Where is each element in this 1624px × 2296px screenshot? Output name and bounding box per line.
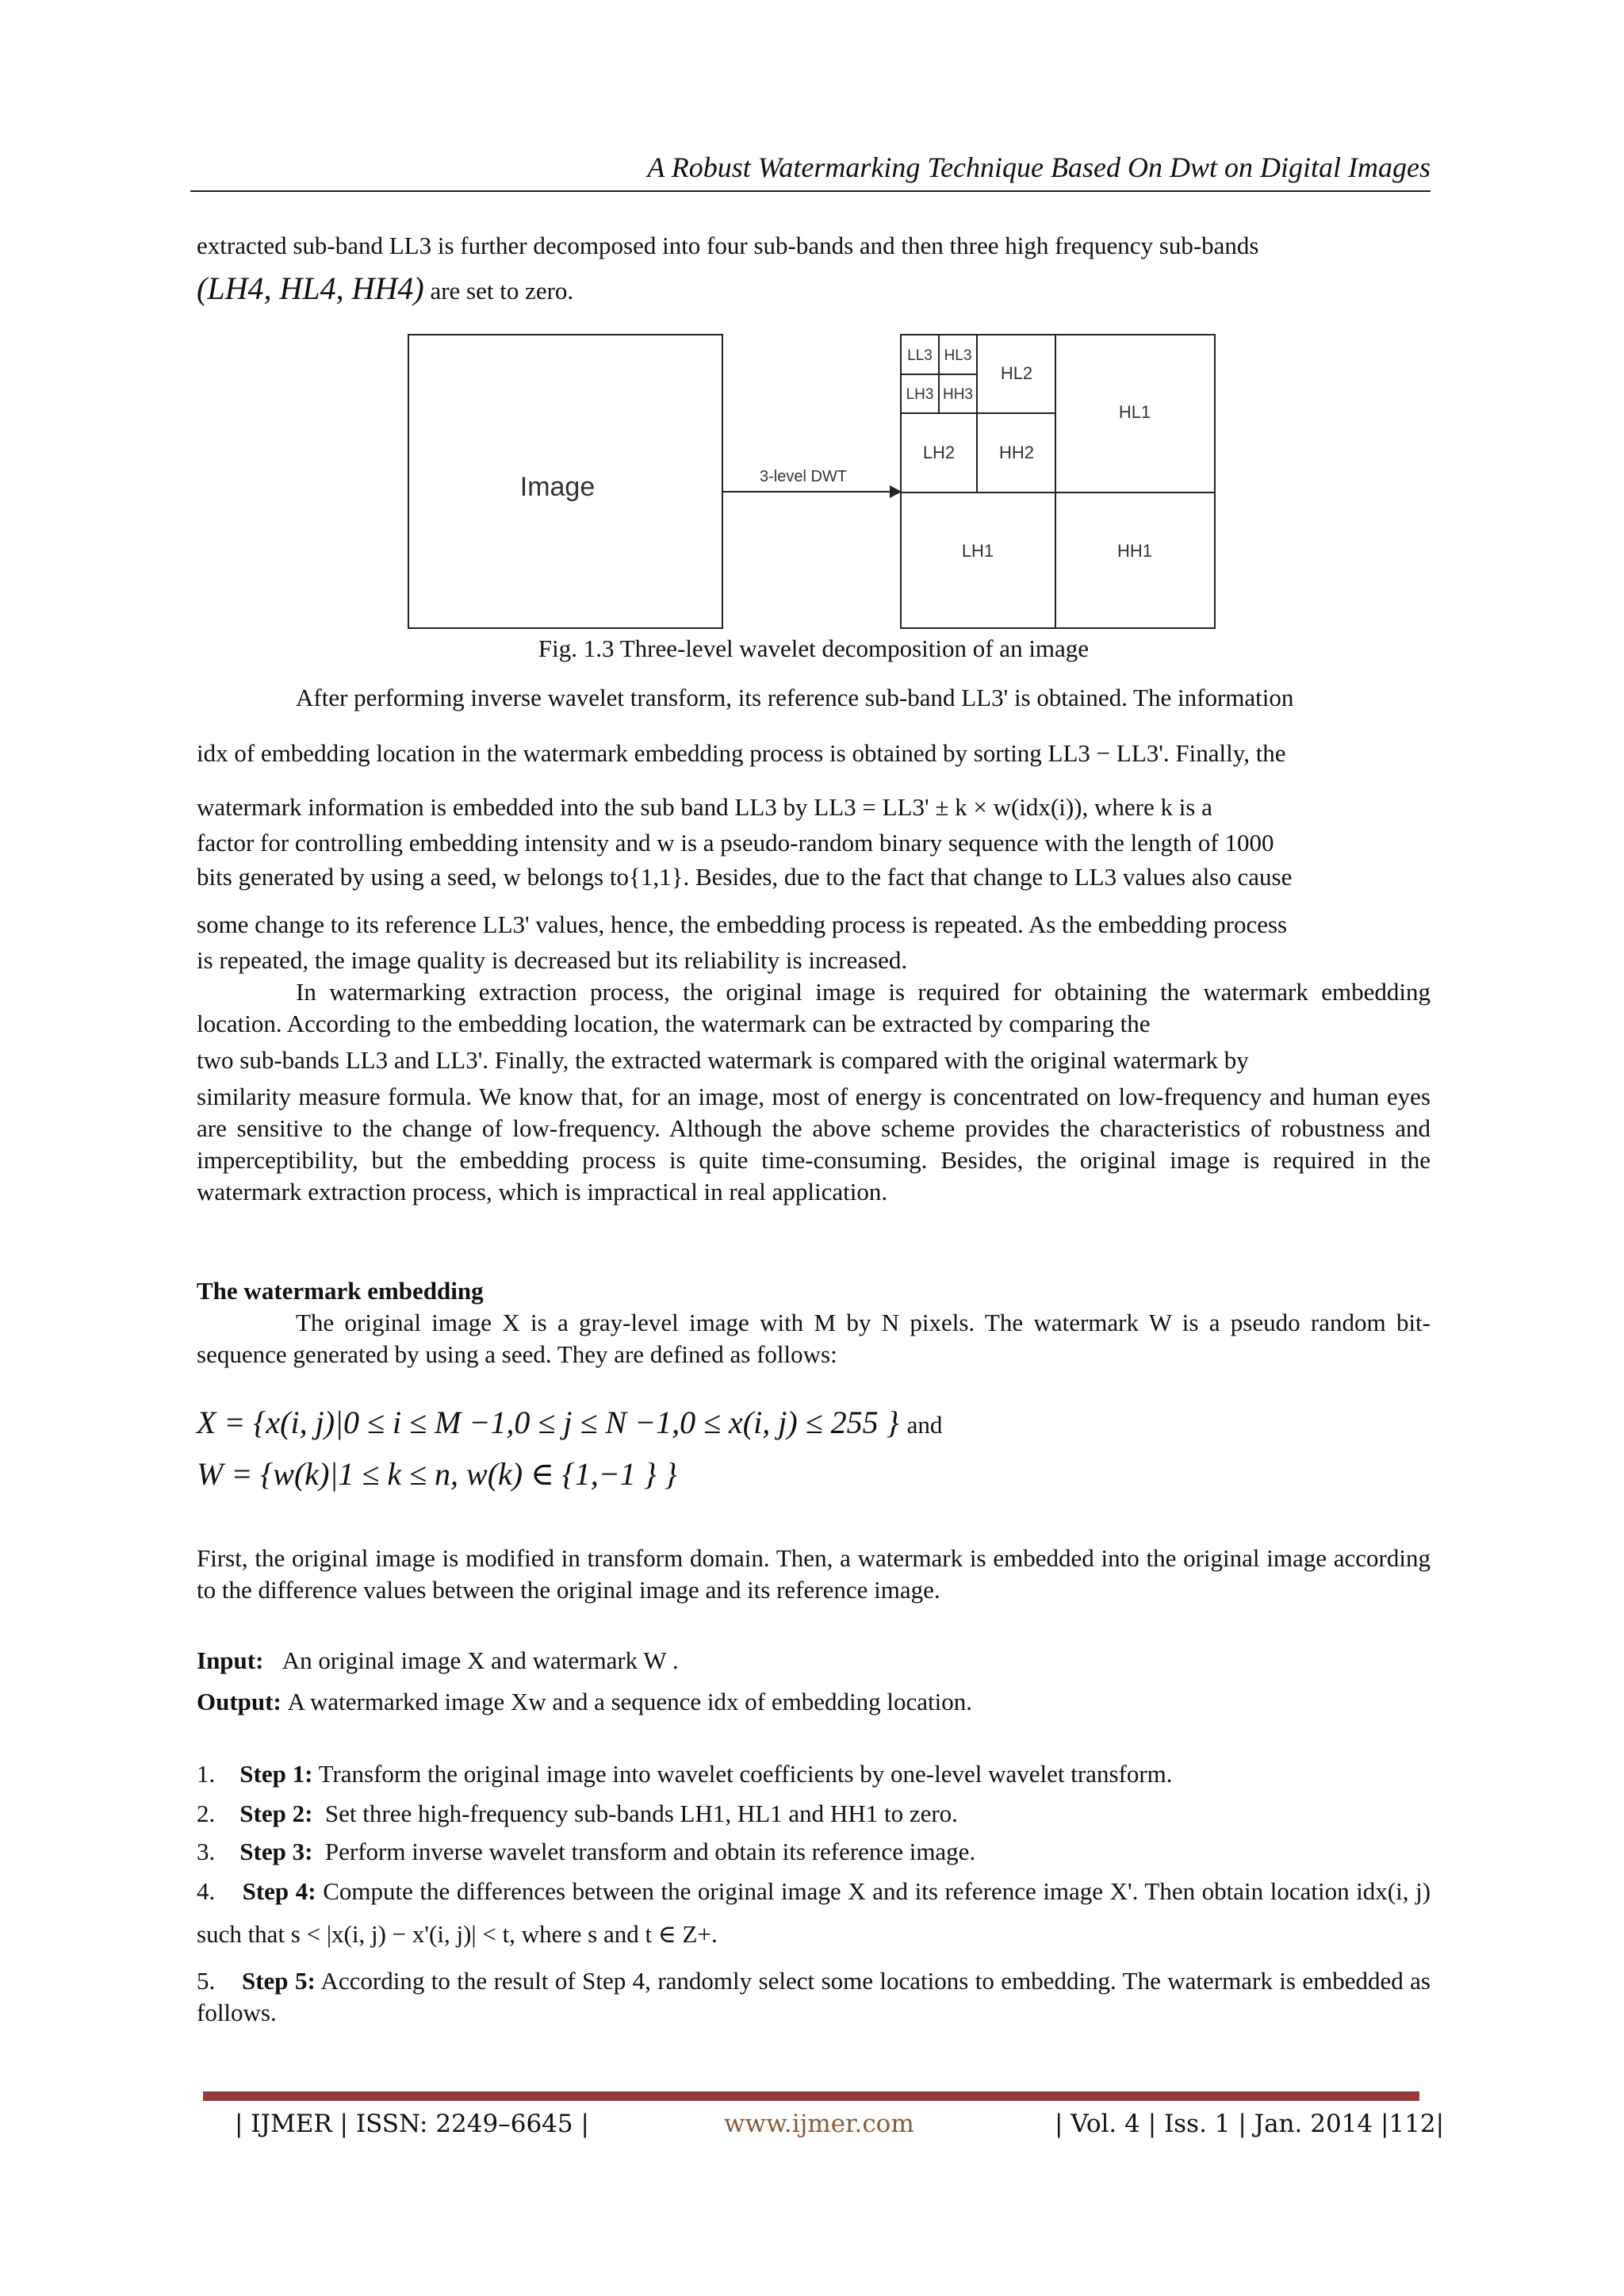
io-block (197, 1640, 1431, 1723)
band-lh3: LH3 (906, 386, 934, 403)
p1-line-c: watermark information is embedded into the sub band LL3 by LL3 = LL3' ± k × w(idx(i)), where k is a (197, 793, 1212, 821)
step-1: 1. Step 1: Transform the original image into wavelet coefficients by one-level wavelet transform. (197, 1760, 1173, 1788)
equation-and: and (906, 1411, 943, 1439)
p1-line-g: is repeated, the image quality is decreased but its reliability is increased. (197, 946, 908, 974)
output-text: A watermarked image Xw and a sequence idx of embedding location. (287, 1688, 972, 1715)
input-line (197, 1640, 1431, 1681)
equation-x (197, 1404, 942, 1441)
output-line (197, 1681, 1431, 1723)
section-para: First, the original image is modified in transform domain. Then, a watermark is embedded into the original image according to the difference values between the original image and its reference image. (197, 1544, 1431, 1604)
band-hh2: HH2 (998, 443, 1035, 462)
footer-issue: | Vol. 4 | Iss. 1 | Jan. 2014 |112| (1055, 2110, 1445, 2138)
input-label: Input: (197, 1646, 264, 1674)
image-label: Image (519, 472, 596, 502)
equation-x-text: X = {x(i, j)|0 ≤ i ≤ M −1,0 ≤ j ≤ N −1,0 ≤ x(i, j) ≤ 255 } (197, 1405, 899, 1440)
dwt-arrowhead (890, 485, 902, 498)
p1-line-b: idx of embedding location in the watermark embedding process is obtained by sorting LL3 − LL3'. Finally, the (197, 739, 1286, 767)
band-hl1: HL1 (1118, 402, 1151, 422)
band-hl2: HL2 (1000, 363, 1033, 383)
p1-line-d: factor for controlling embedding intensity and w is a pseudo-random binary sequence with the length of 1000 (197, 829, 1274, 857)
band-hh1: HH1 (1116, 541, 1153, 561)
p1-line-f: some change to its reference LL3' values, hence, the embedding process is repeated. As the embedding process (197, 910, 1288, 938)
p2-line-a: In watermarking extraction process, the original image is required for obtaining the watermark embedding location. According to the embedding location, the watermark can be extracted by comparing the (197, 978, 1431, 1037)
arrow-label: 3-level DWT (759, 468, 848, 485)
footer-journal: | IJMER | ISSN: 2249–6645 | (235, 2110, 589, 2138)
section-para-block (197, 1543, 1431, 1606)
steps-block (197, 1754, 1431, 2029)
section-block (197, 1275, 1431, 1370)
running-title: A Robust Watermarking Technique Based On Dwt on Digital Images (647, 151, 1431, 183)
input-text: An original image X and watermark W . (282, 1646, 679, 1674)
body-block-1 (197, 678, 1431, 1208)
section-intro: The original image X is a gray-level image with M by N pixels. The watermark W is a pseudo random bit-sequence generated by using a seed. They are defined as follows: (197, 1309, 1431, 1368)
intro-text: are set to zero. (430, 277, 574, 305)
p1-line-a: After performing inverse wavelet transform, its reference sub-band LL3' is obtained. The information (296, 684, 1294, 711)
footer-rule (203, 2091, 1419, 2101)
footer-url[interactable]: www.ijmer.com (724, 2110, 914, 2138)
dwt-grid (901, 335, 1215, 628)
p2-line-b: two sub-bands LL3 and LL3'. Finally, the extracted watermark is compared with the original watermark by (197, 1046, 1249, 1074)
p2-line-c: similarity measure formula. We know that, for an image, most of energy is concentrated on low-frequency and human eyes are sensitive to the change of low-frequency. Although the above scheme provides the characteristics of robustness and imperceptibility, but the embedding process is quite time-consuming. Besides, the original image is required in the watermark extraction process, which is impractical in real application. (197, 1083, 1431, 1205)
step-3: 3. Step 3: Perform inverse wavelet transform and obtain its reference image. (197, 1838, 976, 1865)
intro-math: (LH4, HL4, HH4) (197, 270, 424, 306)
step-4: 4. Step 4: Compute the differences between the original image X and its reference image X'. Then obtain location idx(i, j) such that s < |x(i, j) − x'(i, j)| < t, where s and t ∈ Z+. (197, 1877, 1431, 1948)
band-lh1: LH1 (961, 541, 994, 561)
figure-caption: Fig. 1.3 Three-level wavelet decomposition of an image (538, 634, 1090, 662)
equation-w: W = {w(k)|1 ≤ k ≤ n, w(k) ∈ {1,−1 } } (197, 1456, 677, 1492)
step-5: 5. Step 5: According to the result of Step 4, randomly select some locations to embedding. The watermark is embedded as follows. (197, 1967, 1431, 2026)
band-hl3: HL3 (944, 347, 972, 364)
p1-line-e: bits generated by using a seed, w belongs to{1,1}. Besides, due to the fact that change to LL3 values also cause (197, 863, 1293, 891)
section-heading: The watermark embedding (197, 1277, 484, 1305)
intro-line-1: extracted sub-band LL3 is further decomposed into four sub-bands and then three high frequency sub-bands (197, 232, 1259, 259)
step-2: 2. Step 2: Set three high-frequency sub-bands LH1, HL1 and HH1 to zero. (197, 1800, 958, 1827)
band-lh2: LH2 (922, 443, 956, 462)
band-ll3: LL3 (907, 347, 933, 364)
band-hh3: HH3 (942, 386, 974, 403)
output-label: Output: (197, 1688, 282, 1715)
